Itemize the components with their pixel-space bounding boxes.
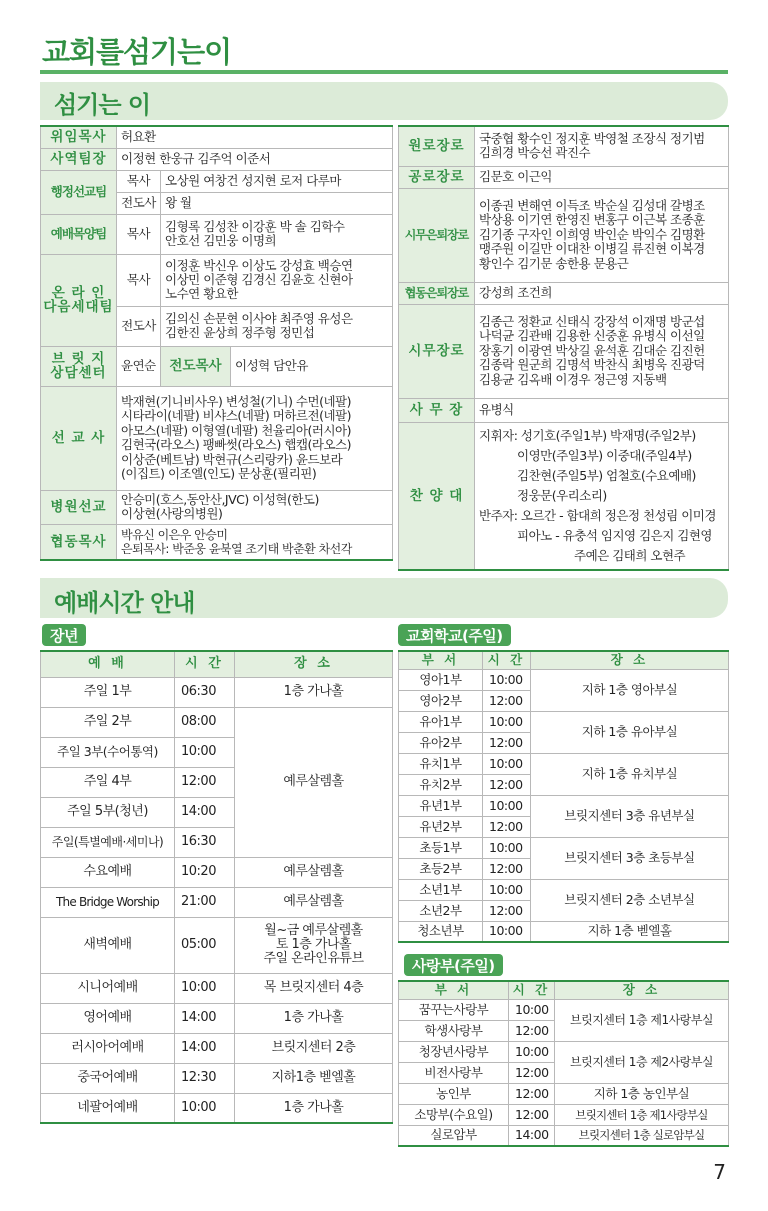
service-time: 21:00 xyxy=(175,887,235,917)
names: 김종근 정환교 신태식 강장석 이재명 방군섭 나덕균 김관배 김용한 신중훈 유병식 이선일 장홍기 이광연 박상길 윤석훈 김대순 김진헌 김종락 원군희 김명석 박찬식 최병욱 진광덕 김용균 김옥배 이경우 정근영 지동백 xyxy=(475,304,729,398)
service-place: 예루살렘홀 xyxy=(235,707,393,857)
dept-time: 12:00 xyxy=(483,816,531,837)
dept-time: 14:00 xyxy=(509,1125,555,1146)
row-label: 시무은퇴장로 xyxy=(399,188,475,282)
service-place: 월~금 예루살렘홀 토 1층 가나홀 주일 온라인유튜브 xyxy=(235,917,393,973)
service-time: 06:30 xyxy=(175,677,235,707)
service-name: 네팔어예배 xyxy=(41,1093,175,1123)
dept-name: 농인부 xyxy=(399,1083,509,1104)
role-label: 전도사 xyxy=(117,192,161,214)
table-row xyxy=(41,917,393,973)
dept-place: 브릿지센터 2층 소년부실 xyxy=(531,879,729,921)
service-name: The Bridge Worship xyxy=(41,887,175,917)
service-name: 영어예배 xyxy=(41,1003,175,1033)
dept-place: 브릿지센터 3층 유년부실 xyxy=(531,795,729,837)
column-header: 부 서 xyxy=(399,981,509,999)
table-row xyxy=(399,1104,729,1125)
dept-place: 브릿지센터 1층 제1사랑부실 xyxy=(555,999,729,1041)
service-time: 10:00 xyxy=(175,973,235,1003)
dept-time: 12:00 xyxy=(509,1083,555,1104)
dept-time: 10:00 xyxy=(483,879,531,900)
names: 김형록 김성찬 이강훈 박 솔 김학수 안호선 김민웅 이명희 xyxy=(161,214,393,254)
service-name: 주일 2부 xyxy=(41,707,175,737)
section-header-worship-times xyxy=(40,578,728,618)
table-row xyxy=(399,921,729,942)
dept-name: 초등2부 xyxy=(399,858,483,879)
dept-name: 유년2부 xyxy=(399,816,483,837)
names: 오상원 여창건 성지현 로저 다루마 xyxy=(161,170,393,192)
service-place: 예루살렘홀 xyxy=(235,887,393,917)
names: 강성희 조건희 xyxy=(475,282,729,304)
service-place: 1층 가나홀 xyxy=(235,677,393,707)
table-row xyxy=(41,1063,393,1093)
service-name: 주일 4부 xyxy=(41,767,175,797)
table-row xyxy=(399,999,729,1020)
column-header: 시 간 xyxy=(483,651,531,669)
dept-name: 영아1부 xyxy=(399,669,483,690)
service-time: 10:20 xyxy=(175,857,235,887)
table-row xyxy=(399,1125,729,1146)
column-header: 예 배 xyxy=(41,651,175,677)
column-header: 장 소 xyxy=(555,981,729,999)
dept-name: 소망부(수요일) xyxy=(399,1104,509,1125)
service-time: 16:30 xyxy=(175,827,235,857)
row-label: 전도목사 xyxy=(161,346,231,386)
table-row xyxy=(41,857,393,887)
table-row xyxy=(399,795,729,816)
role-label: 전도사 xyxy=(117,306,161,346)
dept-time: 12:00 xyxy=(483,900,531,921)
service-place: 예루살렘홀 xyxy=(235,857,393,887)
dept-place: 지하 1층 영아부실 xyxy=(531,669,729,711)
table-row xyxy=(41,707,393,737)
dept-time: 12:00 xyxy=(509,1020,555,1041)
staff-table-left xyxy=(40,125,393,561)
row-label: 병원선교 xyxy=(41,490,117,524)
column-header: 장 소 xyxy=(235,651,393,677)
table-row xyxy=(41,1093,393,1123)
dept-place: 브릿지센터 1층 제1사랑부실 xyxy=(555,1104,729,1125)
choir-line: 이영만(주일3부) 이중대(주일4부) xyxy=(517,447,692,463)
table-row xyxy=(41,973,393,1003)
dept-time: 10:00 xyxy=(483,753,531,774)
dept-name: 유년1부 xyxy=(399,795,483,816)
role-label: 목사 xyxy=(117,254,161,306)
dept-place: 지하 1층 유아부실 xyxy=(531,711,729,753)
title-divider xyxy=(40,70,728,74)
dept-time: 10:00 xyxy=(483,711,531,732)
service-place: 1층 가나홀 xyxy=(235,1093,393,1123)
dept-name: 유아2부 xyxy=(399,732,483,753)
dept-time: 10:00 xyxy=(509,999,555,1020)
tag-church-school: 교회학교(주일) xyxy=(398,624,511,646)
dept-name: 학생사랑부 xyxy=(399,1020,509,1041)
service-place: 1층 가나홀 xyxy=(235,1003,393,1033)
dept-time: 12:00 xyxy=(483,732,531,753)
dept-name: 유아1부 xyxy=(399,711,483,732)
row-label: 행정선교팀 xyxy=(41,170,117,214)
dept-time: 10:00 xyxy=(483,837,531,858)
dept-time: 12:00 xyxy=(509,1062,555,1083)
table-row xyxy=(399,1083,729,1104)
table-row xyxy=(41,677,393,707)
service-name: 새벽예배 xyxy=(41,917,175,973)
choir-names xyxy=(475,422,729,570)
choir-line: 피아노 - 유충석 임지영 김은지 김현영 xyxy=(517,527,713,543)
dept-place: 브릿지센터 3층 초등부실 xyxy=(531,837,729,879)
row-label: 예배목양팀 xyxy=(41,214,117,254)
table-row xyxy=(399,711,729,732)
love-dept-table xyxy=(398,980,729,1147)
page-number: 7 xyxy=(713,1160,726,1184)
dept-name: 청장년사랑부 xyxy=(399,1041,509,1062)
names: 허요환 xyxy=(117,126,393,148)
row-label: 원로장로 xyxy=(399,126,475,166)
service-name: 주일 5부(청년) xyxy=(41,797,175,827)
service-name: 시니어예배 xyxy=(41,973,175,1003)
service-time: 10:00 xyxy=(175,737,235,767)
dept-time: 12:00 xyxy=(483,690,531,711)
choir-line: 정웅문(우리소리) xyxy=(517,487,607,503)
row-label: 사역팀장 xyxy=(41,148,117,170)
names: 안승미(호스,동안산,JVC) 이성혁(한도) 이상현(사랑의병원) xyxy=(117,490,393,524)
service-time: 05:00 xyxy=(175,917,235,973)
column-header: 시 간 xyxy=(175,651,235,677)
service-name: 주일 3부(수어통역) xyxy=(41,737,175,767)
names: 왕 월 xyxy=(161,192,393,214)
page-title: 교회를섬기는이 xyxy=(42,35,232,69)
dept-name: 초등1부 xyxy=(399,837,483,858)
service-place: 목 브릿지센터 4층 xyxy=(235,973,393,1003)
column-header: 부 서 xyxy=(399,651,483,669)
table-row xyxy=(41,1033,393,1063)
row-label: 협동목사 xyxy=(41,524,117,560)
service-name: 중국어예배 xyxy=(41,1063,175,1093)
choir-line: 김찬현(주일5부) 엄철호(수요예배) xyxy=(517,467,696,483)
table-row xyxy=(41,1003,393,1033)
service-place: 지하1층 벧엘홀 xyxy=(235,1063,393,1093)
service-name: 러시아어예배 xyxy=(41,1033,175,1063)
dept-time: 12:00 xyxy=(483,774,531,795)
dept-time: 10:00 xyxy=(483,921,531,942)
dept-place: 지하 1층 벧엘홀 xyxy=(531,921,729,942)
service-time: 14:00 xyxy=(175,1003,235,1033)
table-row xyxy=(399,753,729,774)
names: 김문호 이근익 xyxy=(475,166,729,188)
service-name: 주일(특별예배·세미나) xyxy=(41,827,175,857)
dept-name: 꿈꾸는사랑부 xyxy=(399,999,509,1020)
choir-line: 반주자: 오르간 - 함대희 정은정 천성림 이미경 xyxy=(479,507,716,523)
service-time: 08:00 xyxy=(175,707,235,737)
section-header-servants xyxy=(40,82,728,120)
dept-name: 소년1부 xyxy=(399,879,483,900)
row-label: 공로장로 xyxy=(399,166,475,188)
staff-table-right xyxy=(398,125,729,571)
names: 윤연순 xyxy=(117,346,161,386)
dept-time: 12:00 xyxy=(483,858,531,879)
dept-place: 지하 1층 농인부실 xyxy=(555,1083,729,1104)
names: 국중협 황수인 정지훈 박영철 조장식 정기범 김희경 박승선 곽진수 xyxy=(475,126,729,166)
church-school-table xyxy=(398,650,729,943)
tag-adult: 장년 xyxy=(42,624,86,646)
row-label: 온 라 인 다음세대팀 xyxy=(41,254,117,346)
column-header: 시 간 xyxy=(509,981,555,999)
service-place: 브릿지센터 2층 xyxy=(235,1033,393,1063)
dept-name: 유치2부 xyxy=(399,774,483,795)
names: 박재현(기니비사우) 변성철(기니) 수먼(네팔) 시타라이(네팔) 비샤스(네팔) 머하르전(네팔) 아모스(네팔) 이형열(네팔) 천율리아(러시아) 김현국(라오스) 팽빠썻(라오스) 햅캡(라오스) 이상준(베트남) 박현규(스리랑카) 윤드보라 (이집트) 이조엘(인도) 문상훈(필리핀) xyxy=(117,386,393,490)
dept-time: 12:00 xyxy=(509,1104,555,1125)
service-time: 12:30 xyxy=(175,1063,235,1093)
row-label: 위임목사 xyxy=(41,126,117,148)
dept-name: 비전사랑부 xyxy=(399,1062,509,1083)
dept-name: 실로암부 xyxy=(399,1125,509,1146)
column-header: 장 소 xyxy=(531,651,729,669)
adult-schedule-table xyxy=(40,650,393,1124)
names: 이성혁 담안유 xyxy=(231,346,393,386)
dept-name: 영아2부 xyxy=(399,690,483,711)
section-title: 예배시간 안내 xyxy=(54,589,195,617)
table-row xyxy=(399,669,729,690)
names: 이정훈 박신우 이상도 강성효 백승연 이상민 이준형 김경신 김윤호 신현아 노수연 황요한 xyxy=(161,254,393,306)
table-row xyxy=(399,837,729,858)
service-time: 14:00 xyxy=(175,1033,235,1063)
row-label: 찬 양 대 xyxy=(399,422,475,570)
role-label: 목사 xyxy=(117,214,161,254)
dept-place: 지하 1층 유치부실 xyxy=(531,753,729,795)
role-label: 목사 xyxy=(117,170,161,192)
row-label: 선 교 사 xyxy=(41,386,117,490)
row-label: 시무장로 xyxy=(399,304,475,398)
table-row xyxy=(399,879,729,900)
service-name: 수요예배 xyxy=(41,857,175,887)
table-row xyxy=(41,887,393,917)
section-title: 섬기는 이 xyxy=(54,91,151,119)
names: 이정현 한웅규 김주억 이준서 xyxy=(117,148,393,170)
choir-line: 주예은 김태희 오현주 xyxy=(574,547,686,563)
dept-time: 10:00 xyxy=(509,1041,555,1062)
dept-place: 브릿지센터 1층 제2사랑부실 xyxy=(555,1041,729,1083)
row-label: 브 릿 지 상담센터 xyxy=(41,346,117,386)
names: 김의신 손문현 이사야 최주영 유성은 김한진 윤상희 정주형 정민섭 xyxy=(161,306,393,346)
names: 박유신 이은우 안승미 은퇴목사: 박준웅 윤북열 조기태 박춘환 차선각 xyxy=(117,524,393,560)
dept-place: 브릿지센터 1층 실로암부실 xyxy=(555,1125,729,1146)
table-row xyxy=(399,1041,729,1062)
service-time: 14:00 xyxy=(175,797,235,827)
row-label: 협동은퇴장로 xyxy=(399,282,475,304)
service-time: 12:00 xyxy=(175,767,235,797)
dept-name: 청소년부 xyxy=(399,921,483,942)
dept-time: 10:00 xyxy=(483,795,531,816)
tag-love-dept: 사랑부(주일) xyxy=(404,954,503,976)
choir-line: 지휘자: 성기호(주일1부) 박재명(주일2부) xyxy=(479,427,696,443)
names: 이종권 변해연 이득조 박순실 김성대 갈병조 박상용 이기연 한영진 변홍구 이근복 조종훈 김기종 구자인 이희영 박인순 박익수 김명환 맹주원 이길만 이대찬 이병길 류진현 이복경 황인수 김기문 송한용 문용근 xyxy=(475,188,729,282)
dept-time: 10:00 xyxy=(483,669,531,690)
row-label: 사 무 장 xyxy=(399,398,475,422)
names: 유병식 xyxy=(475,398,729,422)
dept-name: 소년2부 xyxy=(399,900,483,921)
service-name: 주일 1부 xyxy=(41,677,175,707)
dept-name: 유치1부 xyxy=(399,753,483,774)
service-time: 10:00 xyxy=(175,1093,235,1123)
